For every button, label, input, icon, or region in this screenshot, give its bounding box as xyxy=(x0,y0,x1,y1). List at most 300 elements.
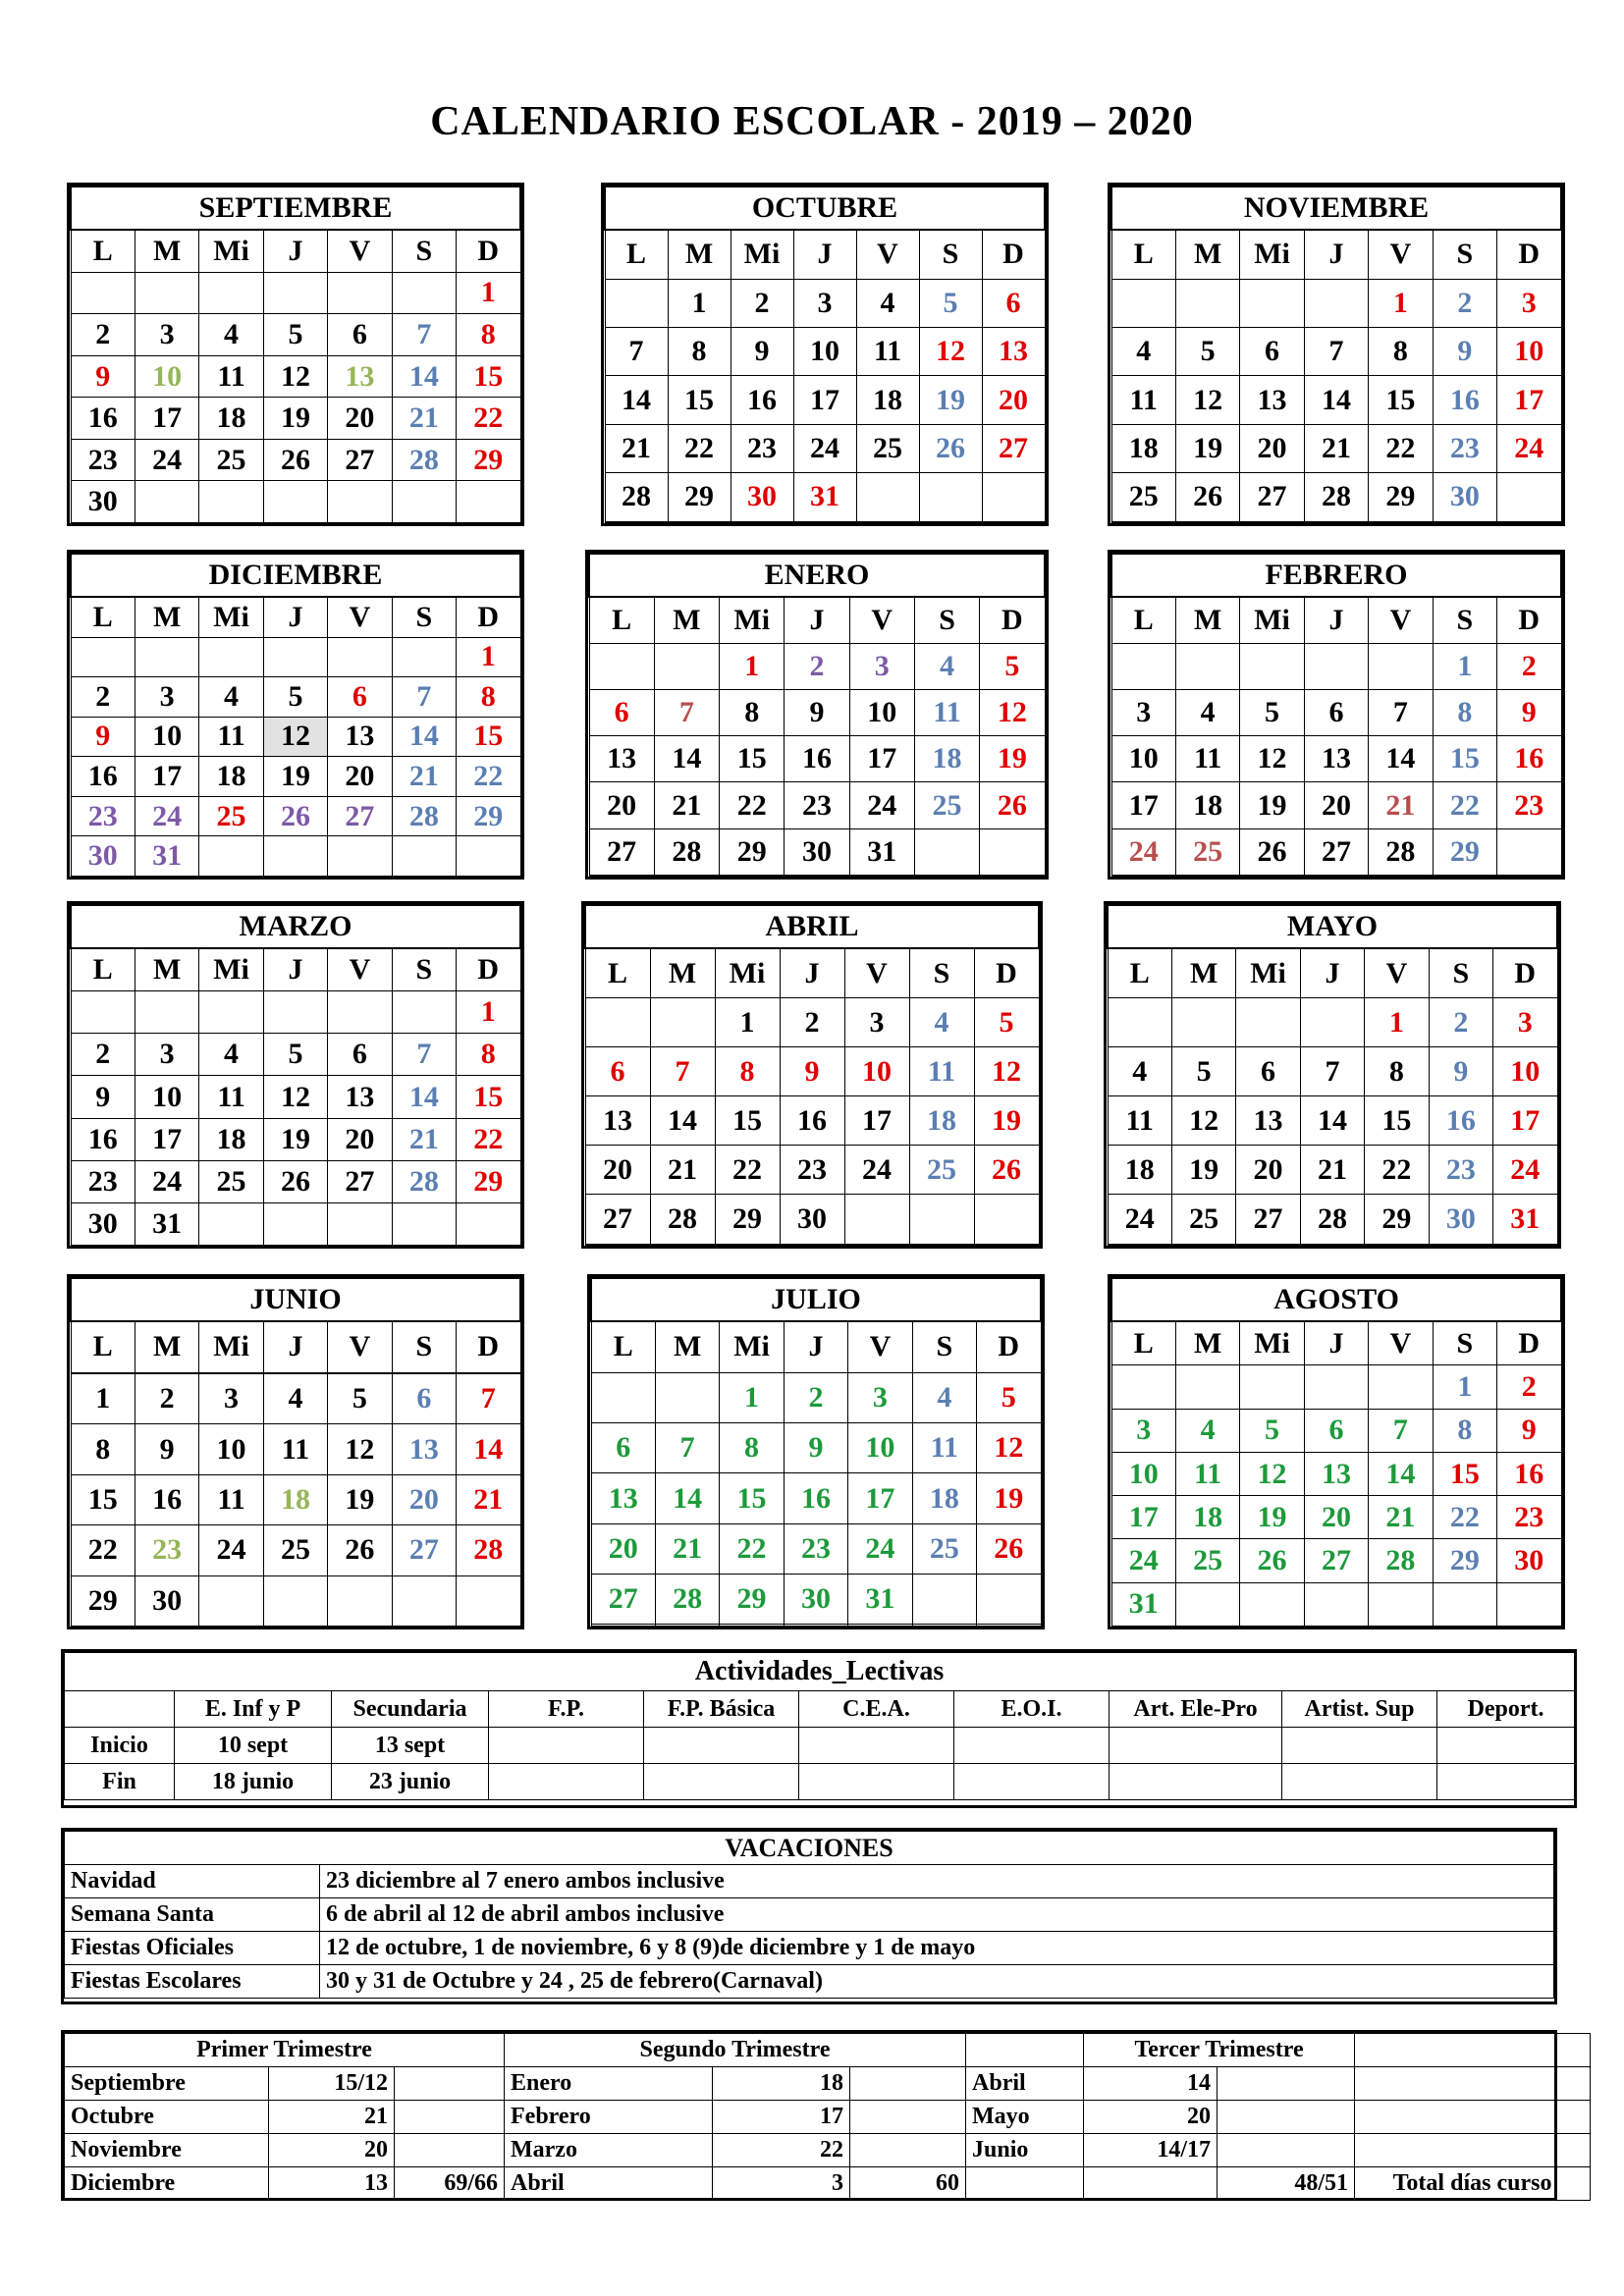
day-cell xyxy=(1497,473,1561,521)
day-cell: 19 xyxy=(1175,424,1239,472)
day-cell xyxy=(328,637,392,677)
weekday-header: M xyxy=(1175,597,1239,644)
day-cell: 9 xyxy=(785,690,849,736)
day-cell: 6 xyxy=(1304,1409,1368,1452)
month-label: Noviembre xyxy=(65,2134,269,2167)
month-label: Febrero xyxy=(505,2101,713,2134)
day-cell xyxy=(1111,279,1175,327)
day-cell: 14 xyxy=(392,717,456,757)
day-cell: 28 xyxy=(655,1575,719,1625)
day-cell: 6 xyxy=(328,677,392,718)
day-cell: 26 xyxy=(977,1523,1041,1574)
day-cell: 9 xyxy=(1429,1047,1492,1096)
day-cell: 18 xyxy=(263,1474,327,1524)
day-cell xyxy=(1108,998,1171,1047)
day-cell xyxy=(457,481,520,523)
day-cell: 13 xyxy=(1304,736,1368,782)
day-cell: 28 xyxy=(1304,473,1368,521)
vacaciones-value: 30 y 31 de Octubre y 24 , 25 de febrero(Carnaval) xyxy=(320,1965,1554,1999)
day-cell xyxy=(977,1575,1041,1625)
day-cell xyxy=(392,272,456,314)
day-cell: 21 xyxy=(457,1474,520,1524)
actividades-title: Actividades_Lectivas xyxy=(65,1653,1575,1691)
actividades-cell xyxy=(1110,1764,1282,1800)
day-cell: 28 xyxy=(1300,1195,1364,1244)
day-cell: 5 xyxy=(263,1034,327,1076)
day-cell: 15 xyxy=(71,1474,135,1524)
day-cell: 29 xyxy=(668,473,731,521)
weekday-header: L xyxy=(605,230,668,279)
day-cell: 16 xyxy=(71,1118,135,1160)
day-cell: 4 xyxy=(199,1034,263,1076)
day-cell: 19 xyxy=(919,376,982,424)
day-cell xyxy=(1369,875,1433,876)
day-cell: 19 xyxy=(1240,1496,1304,1539)
day-cell xyxy=(263,1202,327,1245)
day-cell: 1 xyxy=(71,1374,135,1424)
month-junio xyxy=(67,1274,524,1629)
day-cell: 13 xyxy=(328,1076,392,1118)
day-cell xyxy=(1369,521,1433,522)
actividades-header: Secundaria xyxy=(332,1691,489,1728)
day-cell: 19 xyxy=(980,736,1045,782)
trimestres-table xyxy=(61,2030,1557,2201)
day-cell: 30 xyxy=(71,1202,135,1245)
day-cell: 3 xyxy=(135,1034,198,1076)
actividades-cell xyxy=(1282,1728,1437,1764)
day-cell: 15 xyxy=(668,376,731,424)
day-cell: 22 xyxy=(1433,1496,1496,1539)
day-cell: 23 xyxy=(71,796,135,836)
day-cell xyxy=(780,1244,844,1246)
day-cell xyxy=(457,836,520,877)
day-cell: 17 xyxy=(1111,782,1175,828)
day-cell: 1 xyxy=(720,644,785,690)
day-cell: 30 xyxy=(1429,1195,1492,1244)
day-cell: 8 xyxy=(457,314,520,356)
day-cell: 17 xyxy=(1497,376,1561,424)
day-cell: 2 xyxy=(784,1372,847,1422)
weekday-header: S xyxy=(392,1321,456,1372)
weekday-header: M xyxy=(655,1321,719,1372)
weekday-header: M xyxy=(135,597,198,637)
day-cell: 30 xyxy=(780,1195,844,1244)
weekday-header: S xyxy=(919,230,982,279)
day-cell xyxy=(1365,1244,1429,1246)
day-cell xyxy=(1433,875,1496,876)
day-cell: 15 xyxy=(457,1076,520,1118)
day-cell: 30 xyxy=(731,473,793,521)
day-cell: 6 xyxy=(1240,327,1304,375)
day-cell: 4 xyxy=(199,314,263,356)
day-cell xyxy=(1175,279,1239,327)
day-cell xyxy=(589,875,654,876)
day-cell: 12 xyxy=(263,1076,327,1118)
day-cell: 3 xyxy=(135,314,198,356)
day-cell xyxy=(392,481,456,523)
day-cell: 19 xyxy=(263,398,327,440)
day-cell: 13 xyxy=(585,1096,650,1146)
day-cell: 20 xyxy=(328,398,392,440)
day-cell: 26 xyxy=(980,782,1045,828)
day-cell xyxy=(71,991,135,1034)
day-cell: 24 xyxy=(793,424,856,472)
day-cell: 9 xyxy=(784,1422,847,1472)
segundo-trimestre-title: Segundo Trimestre xyxy=(505,2034,966,2067)
day-cell: 29 xyxy=(71,1575,135,1626)
actividades-lectivas-table xyxy=(61,1649,1577,1808)
day-cell: 7 xyxy=(1369,690,1433,736)
day-cell xyxy=(199,481,263,523)
day-cell xyxy=(650,1244,715,1246)
day-cell xyxy=(585,998,650,1047)
weekday-header: V xyxy=(848,1321,912,1372)
day-cell: 14 xyxy=(1300,1096,1364,1146)
actividades-header: C.E.A. xyxy=(799,1691,954,1728)
day-cell: 8 xyxy=(715,1047,780,1096)
weekday-header: J xyxy=(1304,230,1368,279)
day-cell: 24 xyxy=(1497,424,1561,472)
weekday-header: M xyxy=(668,230,731,279)
day-cell: 23 xyxy=(71,1160,135,1202)
actividades-cell: Fin xyxy=(65,1764,175,1800)
actividades-cell xyxy=(799,1728,954,1764)
weekday-header: Mi xyxy=(731,230,793,279)
day-cell: 18 xyxy=(1175,1496,1239,1539)
weekday-header: V xyxy=(856,230,919,279)
day-cell: 24 xyxy=(135,1160,198,1202)
day-cell: 7 xyxy=(392,1034,456,1076)
day-cell: 31 xyxy=(1111,1582,1175,1626)
weekday-header: S xyxy=(392,948,456,991)
day-cell: 20 xyxy=(1304,782,1368,828)
weekday-header: Mi xyxy=(199,597,263,637)
weekday-header: L xyxy=(71,1321,135,1372)
day-cell: 30 xyxy=(71,481,135,523)
day-cell: 7 xyxy=(605,327,668,375)
weekday-header: M xyxy=(1171,948,1235,998)
day-cell: 15 xyxy=(715,1096,780,1146)
actividades-cell: 13 sept xyxy=(332,1728,489,1764)
day-cell: 29 xyxy=(720,828,785,875)
day-cell: 25 xyxy=(1175,828,1239,875)
weekday-header: S xyxy=(914,597,979,644)
weekday-header: D xyxy=(457,1321,520,1372)
day-cell: 2 xyxy=(1433,279,1496,327)
day-cell: 4 xyxy=(1111,327,1175,375)
day-cell xyxy=(1304,1365,1368,1409)
day-cell: 27 xyxy=(328,1160,392,1202)
primer-trimestre-total: 69/66 xyxy=(395,2167,505,2201)
month-diciembre xyxy=(67,550,524,880)
day-cell xyxy=(1300,1244,1364,1246)
day-cell: 10 xyxy=(848,1422,912,1472)
weekday-header: Mi xyxy=(720,597,785,644)
day-cell: 30 xyxy=(135,1575,198,1626)
day-cell: 3 xyxy=(135,677,198,718)
day-cell xyxy=(392,991,456,1034)
weekday-header: J xyxy=(263,597,327,637)
day-cell xyxy=(199,272,263,314)
day-cell: 24 xyxy=(199,1525,263,1575)
day-cell: 5 xyxy=(1171,1047,1235,1096)
day-cell: 26 xyxy=(328,1525,392,1575)
day-cell: 24 xyxy=(135,796,198,836)
day-cell: 27 xyxy=(589,828,654,875)
day-cell: 12 xyxy=(1175,376,1239,424)
actividades-header: Deport. xyxy=(1437,1691,1575,1728)
day-cell: 16 xyxy=(784,1473,847,1523)
day-cell: 31 xyxy=(849,828,914,875)
day-cell xyxy=(1304,644,1368,690)
day-cell: 3 xyxy=(793,279,856,327)
day-cell: 27 xyxy=(1240,473,1304,521)
weekday-header: D xyxy=(457,597,520,637)
day-cell: 4 xyxy=(1108,1047,1171,1096)
day-cell: 5 xyxy=(919,279,982,327)
day-cell xyxy=(1369,644,1433,690)
weekday-header: D xyxy=(974,948,1039,998)
day-cell xyxy=(71,272,135,314)
month-name: MAYO xyxy=(1108,905,1557,948)
vacaciones-value: 6 de abril al 12 de abril ambos inclusive xyxy=(320,1898,1554,1932)
actividades-cell xyxy=(1282,1764,1437,1800)
day-cell: 13 xyxy=(328,717,392,757)
month-label: Junio xyxy=(966,2134,1084,2167)
month-febrero xyxy=(1108,550,1565,880)
day-cell: 13 xyxy=(1240,376,1304,424)
day-cell xyxy=(605,279,668,327)
day-cell: 23 xyxy=(731,424,793,472)
weekday-header: D xyxy=(1497,230,1561,279)
day-cell: 16 xyxy=(1429,1096,1492,1146)
weekday-header: L xyxy=(71,230,135,272)
day-cell xyxy=(1304,521,1368,522)
day-cell: 5 xyxy=(1175,327,1239,375)
actividades-header xyxy=(65,1691,175,1728)
day-cell xyxy=(1175,644,1239,690)
day-cell xyxy=(263,637,327,677)
day-cell: 5 xyxy=(328,1374,392,1424)
day-cell xyxy=(1111,1365,1175,1409)
day-cell: 10 xyxy=(135,717,198,757)
day-cell xyxy=(731,521,793,522)
vacaciones-value: 23 diciembre al 7 enero ambos inclusive xyxy=(320,1865,1554,1898)
actividades-cell xyxy=(1437,1764,1575,1800)
day-cell: 1 xyxy=(668,279,731,327)
weekday-header: J xyxy=(263,1321,327,1372)
day-cell xyxy=(849,875,914,876)
day-cell: 20 xyxy=(585,1146,650,1195)
day-cell xyxy=(784,1625,847,1627)
day-cell: 28 xyxy=(1369,1539,1433,1582)
day-cell: 5 xyxy=(263,314,327,356)
day-cell: 9 xyxy=(71,355,135,398)
day-cell: 14 xyxy=(392,1076,456,1118)
day-cell: 25 xyxy=(856,424,919,472)
day-cell: 22 xyxy=(1433,782,1496,828)
day-cell: 18 xyxy=(914,736,979,782)
weekday-header: L xyxy=(1111,1321,1175,1365)
day-cell: 27 xyxy=(392,1525,456,1575)
day-cell: 11 xyxy=(199,355,263,398)
weekday-header: S xyxy=(912,1321,976,1372)
actividades-header: Artist. Sup xyxy=(1282,1691,1437,1728)
day-cell: 3 xyxy=(1493,998,1557,1047)
day-cell: 2 xyxy=(1497,1365,1561,1409)
day-cell: 3 xyxy=(1111,690,1175,736)
day-cell: 20 xyxy=(328,757,392,797)
day-cell: 5 xyxy=(1240,690,1304,736)
day-cell: 21 xyxy=(1369,782,1433,828)
day-cell xyxy=(328,991,392,1034)
month-octubre xyxy=(601,183,1049,526)
weekday-header: V xyxy=(1369,1321,1433,1365)
day-cell: 9 xyxy=(1497,1409,1561,1452)
day-cell: 8 xyxy=(1433,1409,1496,1452)
day-cell: 26 xyxy=(1175,473,1239,521)
day-cell: 8 xyxy=(71,1424,135,1474)
day-cell: 18 xyxy=(199,1118,263,1160)
day-cell: 17 xyxy=(848,1473,912,1523)
month-septiembre xyxy=(67,183,524,526)
day-cell xyxy=(328,481,392,523)
day-cell: 11 xyxy=(199,1076,263,1118)
day-cell: 24 xyxy=(849,782,914,828)
day-cell: 31 xyxy=(1493,1195,1557,1244)
day-cell: 1 xyxy=(1433,644,1496,690)
page-title: CALENDARIO ESCOLAR - 2019 – 2020 xyxy=(430,99,1194,144)
day-cell xyxy=(71,637,135,677)
actividades-cell xyxy=(1437,1728,1575,1764)
day-cell: 4 xyxy=(856,279,919,327)
day-cell xyxy=(392,836,456,877)
month-name: SEPTIEMBRE xyxy=(71,187,520,230)
day-cell: 20 xyxy=(1304,1496,1368,1539)
day-cell xyxy=(655,1372,719,1422)
day-cell: 3 xyxy=(199,1374,263,1424)
weekday-header: M xyxy=(135,948,198,991)
day-cell: 10 xyxy=(844,1047,909,1096)
weekday-header: D xyxy=(977,1321,1041,1372)
weekday-header: D xyxy=(457,948,520,991)
weekday-header: V xyxy=(844,948,909,998)
weekday-header: S xyxy=(1433,1321,1496,1365)
day-cell: 26 xyxy=(263,796,327,836)
day-cell: 24 xyxy=(135,439,198,481)
day-cell: 1 xyxy=(457,272,520,314)
day-cell xyxy=(914,828,979,875)
day-cell: 23 xyxy=(785,782,849,828)
vacaciones-label: Semana Santa xyxy=(65,1898,320,1932)
month-name: FEBRERO xyxy=(1111,554,1561,597)
day-cell: 28 xyxy=(392,1160,456,1202)
day-cell: 12 xyxy=(980,690,1045,736)
day-cell xyxy=(844,1195,909,1244)
day-cell: 12 xyxy=(1240,736,1304,782)
weekday-header: Mi xyxy=(199,1321,263,1372)
day-cell: 24 xyxy=(1108,1195,1171,1244)
day-cell: 10 xyxy=(793,327,856,375)
day-cell: 6 xyxy=(589,690,654,736)
day-cell: 6 xyxy=(982,279,1045,327)
month-label: Enero xyxy=(505,2067,713,2101)
day-cell xyxy=(1171,1244,1235,1246)
day-cell: 24 xyxy=(1111,828,1175,875)
day-cell: 24 xyxy=(1493,1146,1557,1195)
day-cell xyxy=(1300,998,1364,1047)
day-cell: 15 xyxy=(457,717,520,757)
day-cell: 18 xyxy=(1111,424,1175,472)
day-cell xyxy=(1236,1244,1300,1246)
day-cell: 2 xyxy=(731,279,793,327)
day-cell: 22 xyxy=(71,1525,135,1575)
weekday-header: J xyxy=(263,948,327,991)
day-cell: 28 xyxy=(654,828,719,875)
weekday-header: J xyxy=(784,1321,847,1372)
day-cell: 30 xyxy=(785,828,849,875)
day-cell: 10 xyxy=(849,690,914,736)
day-cell: 1 xyxy=(457,637,520,677)
day-cell: 22 xyxy=(1365,1146,1429,1195)
days-value: 17 xyxy=(713,2101,850,2134)
day-cell: 15 xyxy=(1433,1452,1496,1495)
day-cell: 22 xyxy=(720,782,785,828)
day-cell: 3 xyxy=(844,998,909,1047)
day-cell: 8 xyxy=(457,677,520,718)
day-cell: 8 xyxy=(720,1422,784,1472)
day-cell: 28 xyxy=(392,439,456,481)
day-cell: 28 xyxy=(605,473,668,521)
day-cell: 17 xyxy=(1111,1496,1175,1539)
day-cell xyxy=(135,481,198,523)
day-cell: 13 xyxy=(591,1473,655,1523)
day-cell: 29 xyxy=(457,1160,520,1202)
days-value: 15/12 xyxy=(269,2067,395,2101)
day-cell: 12 xyxy=(919,327,982,375)
month-abril xyxy=(581,901,1043,1249)
days-value: 14/17 xyxy=(1084,2134,1218,2167)
day-cell: 24 xyxy=(1111,1539,1175,1582)
day-cell: 8 xyxy=(457,1034,520,1076)
day-cell xyxy=(135,272,198,314)
day-cell: 3 xyxy=(1497,279,1561,327)
day-cell xyxy=(977,1625,1041,1627)
actividades-cell xyxy=(644,1764,799,1800)
day-cell: 25 xyxy=(263,1525,327,1575)
day-cell xyxy=(1175,1582,1239,1626)
day-cell: 11 xyxy=(914,690,979,736)
day-cell xyxy=(1304,279,1368,327)
weekday-header: L xyxy=(591,1321,655,1372)
day-cell: 6 xyxy=(328,314,392,356)
actividades-header: F.P. Básica xyxy=(644,1691,799,1728)
day-cell xyxy=(1497,521,1561,522)
day-cell xyxy=(263,1575,327,1626)
day-cell: 9 xyxy=(780,1047,844,1096)
day-cell: 19 xyxy=(974,1096,1039,1146)
day-cell: 21 xyxy=(654,782,719,828)
month-label: Septiembre xyxy=(65,2067,269,2101)
month-name: NOVIEMBRE xyxy=(1111,187,1561,230)
day-cell xyxy=(1240,1582,1304,1626)
days-value: 22 xyxy=(713,2134,850,2167)
day-cell: 4 xyxy=(1175,690,1239,736)
weekday-header: J xyxy=(1304,1321,1368,1365)
day-cell: 12 xyxy=(1171,1096,1235,1146)
month-name: AGOSTO xyxy=(1111,1278,1561,1321)
day-cell xyxy=(1240,644,1304,690)
